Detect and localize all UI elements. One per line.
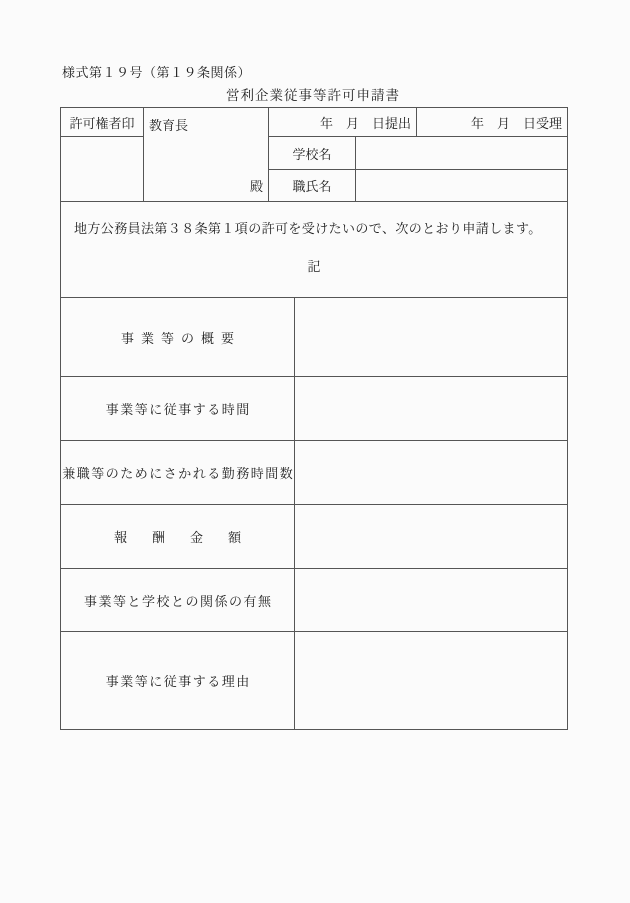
duty-hours-taken-value-cell xyxy=(295,441,567,504)
seal-space-cell xyxy=(61,137,143,201)
header-right-section xyxy=(269,108,567,201)
date-row xyxy=(269,108,567,137)
school-name-label: 学校名 xyxy=(269,137,356,169)
engagement-hours-label: 事業等に従事する時間 xyxy=(105,402,251,417)
engagement-reason-label-cell xyxy=(61,632,295,729)
addressee-title: 教育長 xyxy=(149,118,189,133)
addressee-honorific: 殿 xyxy=(249,179,263,194)
remuneration-value-cell xyxy=(295,505,567,568)
form-number: 様式第１９号（第１９条関係） xyxy=(62,65,252,80)
position-name-row xyxy=(269,170,567,201)
form-title: 営利企業従事等許可申請書 xyxy=(226,88,400,103)
position-name-label: 職氏名 xyxy=(269,170,356,201)
engagement-hours-value-cell xyxy=(295,377,567,440)
duty-hours-taken-label: 兼職等のためにさかれる勤務時間数 xyxy=(62,466,295,481)
engagement-reason-value-cell xyxy=(295,632,567,729)
remuneration-label: 報酬金額 xyxy=(113,530,266,545)
school-relation-value-cell xyxy=(295,569,567,631)
permit-authority-seal-label: 許可権者印 xyxy=(61,108,143,137)
form-header-section xyxy=(61,108,567,202)
remuneration-label-cell xyxy=(61,505,295,568)
receive-date-cell: 年 月 日受理 xyxy=(470,115,562,131)
note-heading: 記 xyxy=(307,259,321,274)
school-name-row xyxy=(269,137,567,170)
row-business-summary xyxy=(61,298,567,377)
school-relation-label: 事業等と学校との関係の有無 xyxy=(83,593,273,609)
row-engagement-hours xyxy=(61,377,567,441)
business-summary-label: 事業等の概要 xyxy=(120,330,241,346)
row-duty-hours-taken xyxy=(61,441,567,505)
school-name-value-cell xyxy=(356,137,567,169)
addressee-cell xyxy=(144,108,269,201)
engagement-hours-label-cell xyxy=(61,377,295,440)
duty-hours-taken-label-cell xyxy=(61,441,295,504)
statement-section xyxy=(61,202,567,298)
business-summary-label-cell xyxy=(61,298,295,376)
row-remuneration xyxy=(61,505,567,569)
statement-text: 地方公務員法第３８条第１項の許可を受けたいので、次のとおり申請します。 xyxy=(74,221,542,236)
engagement-reason-label: 事業等に従事する理由 xyxy=(105,674,251,689)
seal-column xyxy=(61,108,144,201)
position-name-value-cell xyxy=(356,170,567,201)
business-summary-value-cell xyxy=(295,298,567,376)
school-relation-label-cell xyxy=(61,569,295,631)
submit-date-cell: 年 月 日提出 xyxy=(269,108,417,136)
row-school-relation xyxy=(61,569,567,632)
row-engagement-reason xyxy=(61,632,567,729)
form-body-rows xyxy=(61,298,567,729)
application-form-table xyxy=(60,107,568,730)
